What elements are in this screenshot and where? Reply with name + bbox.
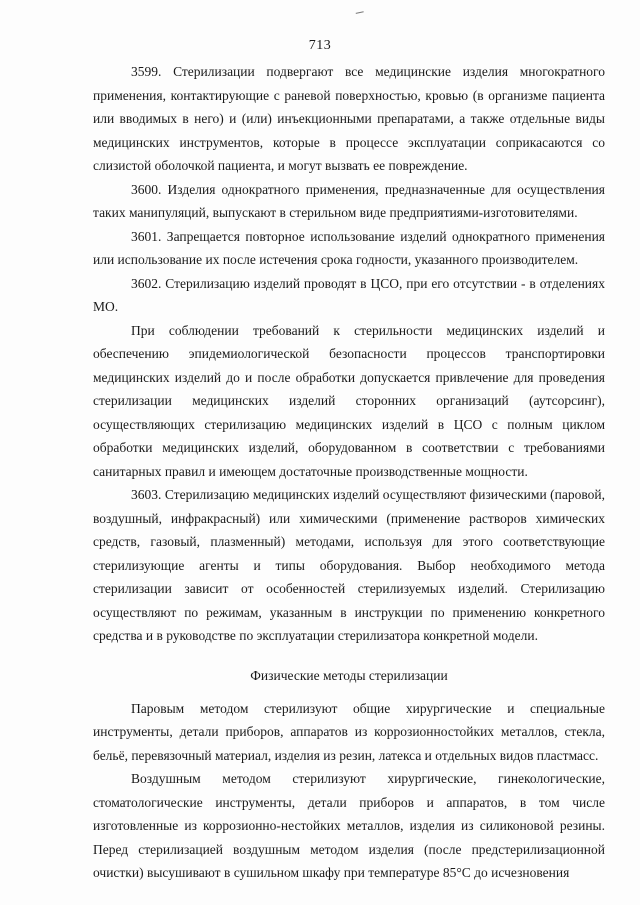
paragraph-3602: 3602. Стерилизацию изделий проводят в ЦСО, при его отсутствии - в отделениях МО. <box>93 275 605 314</box>
document-body <box>93 60 605 885</box>
paragraph-air-method: Воздушным методом стерилизуют хирургические, гинекологические, стоматологические инструменты, детали приборов и аппаратов, в том числе изготовленные из коррозионно-нестойких металлов, изделия из силиконовой резины. Перед стерилизацией воздушным методом изделия (после предстерилизационной очистки) высушивают в сушильном шкафу при температуре 85°С до исчезновения <box>93 771 605 880</box>
paragraph-3599: 3599. Стерилизации подвергают все медицинские изделия многократного применения, контактирующие с раневой поверхностью, кровью (в организме пациента или вводимых в него) и (или) инъекционными препаратами, а также отдельные виды медицинских инструментов, которые в процессе эксплуатации соприкасаются со слизистой оболочкой пациента, и могут вызвать ее повреждение. <box>93 64 605 173</box>
paragraph-outsourcing: При соблюдении требований к стерильности медицинских изделий и обеспечению эпидемиологической безопасности процессов транспортировки медицинских изделий до и после обработки допускается привлечение для проведения стерилизации медицинских изделий сторонних организаций (аутсорсинг), осуществляющих стерилизацию медицинских изделий в ЦСО с полным циклом обработки медицинских изделий, оборудованном в соответствии с требованиями санитарных правил и имеющем достаточные производственные мощности. <box>93 322 605 479</box>
page-number: 713 <box>308 38 332 53</box>
paragraph-3603: 3603. Стерилизацию медицинских изделий осуществляют физическими (паровой, воздушный, инфракрасный) или химическими (применение растворов химических средств, газовый, плазменный) методами, используя для этого соответствующие стерилизующие агенты и типы оборудования. Выбор необходимого метода стерилизации зависит от особенностей стерилизуемых изделий. Стерилизацию осуществляют по режимам, указанным в инструкции по применению конкретного средства и в руководстве по эксплуатации стерилизатора конкретной модели. <box>93 487 605 643</box>
paragraph-3601: 3601. Запрещается повторное использование изделий однократного применения или использование их после истечения срока годности, указанного производителем. <box>93 228 605 267</box>
scan-mark <box>356 11 365 17</box>
paragraph-steam-method: Паровым методом стерилизуют общие хирургические и специальные инструменты, детали приборов, аппаратов из коррозионностойких металлов, стекла, бельё, перевязочный материал, изделия из резин, латекса и отдельных видов пластмасс. <box>93 700 605 763</box>
section-heading: Физические методы стерилизации <box>250 667 448 683</box>
paragraph-3600: 3600. Изделия однократного применения, предназначенные для осуществления таких манипуляций, выпускают в стерильном виде предприятиями-изготовителями. <box>93 181 605 220</box>
